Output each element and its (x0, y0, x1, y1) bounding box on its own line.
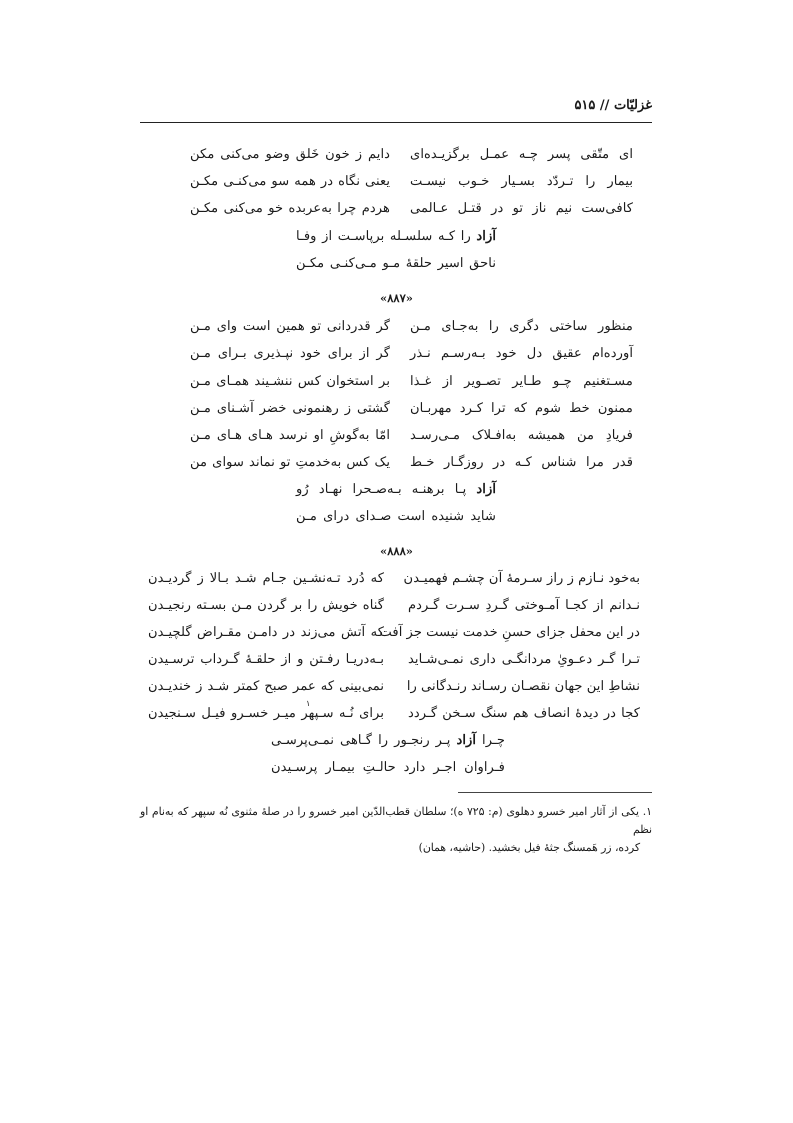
hemistich-first: ممنون خط شوم که ترا کـرد مهربـان (410, 401, 633, 416)
couplet (148, 620, 640, 646)
hemistich-first: نـدانم از کجـا آمـوختی گـردِ سـرت گـردم (408, 598, 640, 613)
hemistich-first: بیمار را تـردّد بسـیار خـوب نیسـت (410, 174, 633, 189)
footnote (140, 803, 652, 857)
hemistich-first: منظور ساختی دگری را به‌جـای مـن (410, 319, 633, 334)
hemistich-first: کجا در دیدهٔ انصاف هم سنگ سـخن گـردد (408, 706, 640, 721)
hemistich-second: بر استخوان کس ننشـیند همـای مـن (190, 374, 390, 389)
couplet (148, 593, 640, 619)
hemistich-second: دایم ز خون خَلق وضو می‌کنی مکن (190, 147, 390, 162)
hemistich-second: که آتش می‌زند در دامـن مقـراض گلچیـدن (148, 625, 384, 640)
footnote-line: ۱. یکی از آثار امیر خسرو دهلوی (م: ۷۲۵ ه)؛ سلطان قطب‌الدّین امیر خسرو را در صلهٔ مثنوی نُه سپهر که به‌نام او نظم (140, 805, 652, 836)
hemistich-second: برای نُـه سـپهر میـر خسـرو فیـل سـنجیدن (148, 706, 384, 721)
hemistich-second: گر قدردانی تو همین است وای مـن (190, 319, 390, 334)
final-line1-prefix: چـرا (476, 733, 505, 748)
hemistich-second: یک کس به‌خدمتِ تو نماند سوای من (190, 455, 390, 470)
final-couplet-line2: ناحق اسیر حلقهٔ مـو مـی‌کنـی مکـن (296, 256, 496, 271)
footnote-line: کرده، زر هَمسنگ جثهٔ فیل بخشید. (حاشیه، همان) (418, 841, 640, 854)
hemistich-first: به‌خود نـازم ز راز سـرمهٔ آن چشـم فهمیـدن (403, 571, 640, 586)
final-couplet-line2: شاید شنیده است صـدای درای مـن (296, 509, 496, 524)
hemistich-second: که دُرد تـه‌نشـین جـام شـد بـالا ز گردیـدن (148, 571, 384, 586)
final-couplet-line1 (271, 728, 505, 754)
final-couplet-line1 (296, 224, 496, 250)
running-header (140, 94, 652, 123)
couplet (190, 314, 633, 340)
hemistich-second: گر از برای خود نپـذیری بـرای مـن (190, 346, 390, 361)
hemistich-second: امّا به‌گوشِ او نرسد هـای هـای مـن (190, 428, 390, 443)
hemistich-second: یعنی نگاه در همه سو می‌کنـی مکـن (190, 174, 390, 189)
hemistich-second: بـه‌دریـا رفـتن و از حلقـهٔ گـرداب ترسـیدن (148, 652, 384, 667)
ghazal-number: «۸۸۷» (380, 291, 413, 305)
hemistich-first: در این محفل جزای حسنِ خدمت نیست جز آفت (379, 625, 640, 640)
couplet (190, 450, 633, 476)
couplet (190, 341, 633, 367)
final-line1-text: پـا برهنـه بـه‌صـحرا نهـاد رُو (296, 482, 477, 497)
hemistich-first: ای متّقی پسر چـه عمـل برگزیـده‌ای (410, 147, 633, 162)
hemistich-second: گشتی ز رهنمونی خضر آشـنای مـن (190, 401, 390, 416)
final-couplet-line2: فـراوان اجـر دارد حالـتِ بیمـار پرسـیدن (271, 760, 505, 775)
ghazal-number: «۸۸۸» (380, 544, 413, 558)
final-couplet-line1 (296, 477, 496, 503)
hemistich-first: تـرا گـر دعـویِٰ مردانگـی داری نمـی‌شـاید (408, 652, 640, 667)
couplet (190, 423, 633, 449)
couplet (148, 701, 640, 727)
hemistich-first: قدر مرا شناس کـه در روزگـار خـط (410, 455, 633, 470)
couplet (148, 674, 640, 700)
couplet (148, 566, 640, 592)
hemistich-second: نمی‌بینی که عمر صبح کمتر شـد ز خندیـدن (148, 679, 384, 694)
couplet (190, 169, 633, 195)
couplet (190, 396, 633, 422)
poet-pen-name: آزاد (456, 733, 477, 748)
hemistich-first: آورده‌ام عقیق دل خود بـه‌رسـم نـذر (410, 346, 633, 361)
couplet (190, 196, 633, 222)
poet-pen-name: آزاد (476, 229, 496, 244)
hemistich-first: فریادِ من همیشه به‌افـلاک مـی‌رسـد (410, 428, 633, 443)
couplet (148, 647, 640, 673)
footnote-marker: ۱ (306, 699, 311, 708)
hemistich-second: گناه خویش را بر گردن مـن بسـته رنجیـدن (148, 598, 384, 613)
hemistich-first: مسـتغنیم چـو طـایر تصـویر از غـذا (410, 374, 633, 389)
hemistich-first: نشاطِ این جهان نقصـان رسـاند رنـدگانی را (406, 679, 640, 694)
final-line1-text: پـر رنجـور را گـاهی نمـی‌پرسـی (271, 733, 457, 748)
hemistich-first: کافی‌ست نیم ناز تو در قتـل عـالمی (410, 201, 633, 216)
hemistich-second: هردم چرا به‌عربده خو می‌کنی مکـن (190, 201, 390, 216)
couplet (190, 142, 633, 168)
poet-pen-name: آزاد (476, 482, 496, 497)
couplet (190, 369, 633, 395)
header-title: غزلیّات // ۵۱۵ (574, 98, 652, 113)
final-line1-text: را کـه سلسـله برپاسـت از وفـا (296, 229, 477, 244)
footnote-divider (458, 792, 652, 793)
